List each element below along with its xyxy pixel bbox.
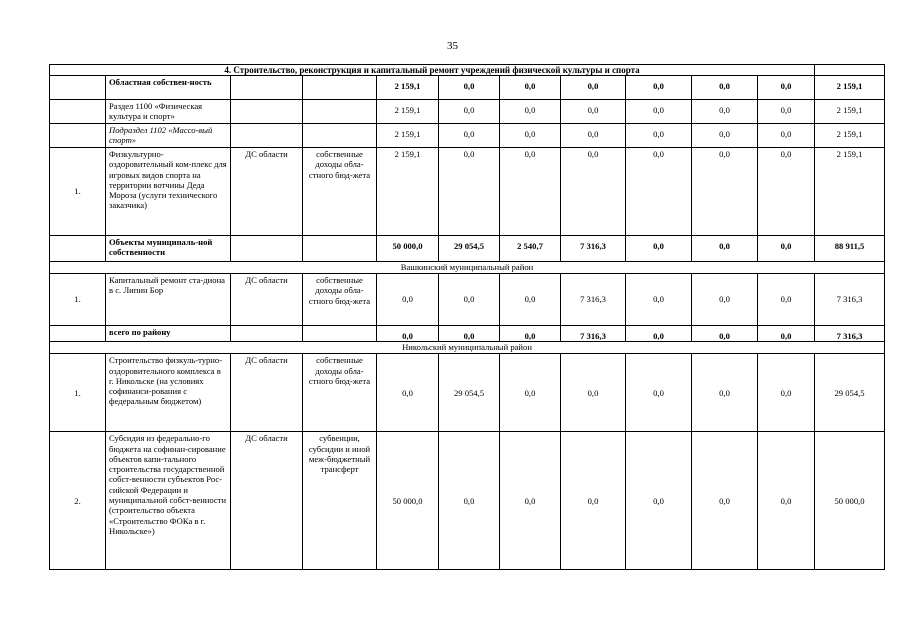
- row-number: [50, 326, 106, 342]
- year-value: 0,0: [439, 124, 500, 148]
- year-value: 0,0: [758, 76, 815, 100]
- year-value: 50 000,0: [377, 236, 439, 262]
- district-header-row: [50, 262, 885, 274]
- year-value: 0,0: [561, 124, 626, 148]
- year-value: 0,0: [626, 274, 692, 326]
- table-row: [50, 326, 885, 342]
- table-row: [50, 432, 885, 570]
- funding-source: [303, 100, 377, 124]
- responsible-org: [231, 326, 303, 342]
- responsible-org: ДС области: [231, 274, 303, 326]
- responsible-org: ДС области: [231, 432, 303, 570]
- item-name: Подраздел 1102 «Массо-вый спорт»: [106, 124, 231, 148]
- total-value: 2 159,1: [815, 100, 885, 124]
- year-value: 0,0: [500, 432, 561, 570]
- year-value: 7 316,3: [561, 274, 626, 326]
- total-value: 2 159,1: [815, 148, 885, 236]
- row-number: 1.: [50, 274, 106, 326]
- year-value: 0,0: [758, 326, 815, 342]
- funding-source: [303, 76, 377, 100]
- row-number: 1.: [50, 354, 106, 432]
- table-row: [50, 274, 885, 326]
- year-value: 0,0: [561, 432, 626, 570]
- year-value: 0,0: [500, 148, 561, 236]
- year-value: 0,0: [626, 124, 692, 148]
- district-title: Никольский муниципальный район: [50, 342, 885, 354]
- item-name: Физкультурно-оздоровительный ком-плекс для игровых видов спорта на территории вотчины Деда Мороза (услуги технического заказчика): [106, 148, 231, 236]
- funding-source: [303, 326, 377, 342]
- responsible-org: [231, 100, 303, 124]
- item-name: Объекты муниципаль-ной собственности: [106, 236, 231, 262]
- responsible-org: ДС области: [231, 354, 303, 432]
- year-value: 29 054,5: [439, 354, 500, 432]
- table-row: [50, 76, 885, 100]
- year-value: 29 054,5: [439, 236, 500, 262]
- page-number: 35: [447, 40, 458, 52]
- item-name: всего по району: [106, 326, 231, 342]
- item-name: Капитальный ремонт ста-диона в с. Липин Бор: [106, 274, 231, 326]
- year-value: 0,0: [439, 148, 500, 236]
- year-value: 0,0: [500, 354, 561, 432]
- item-name: Раздел 1100 «Физическая культура и спорт»: [106, 100, 231, 124]
- year-value: 0,0: [758, 354, 815, 432]
- total-value: 7 316,3: [815, 326, 885, 342]
- year-value: 7 316,3: [561, 326, 626, 342]
- row-number: 2.: [50, 432, 106, 570]
- year-value: 0,0: [439, 432, 500, 570]
- budget-table: [49, 64, 885, 570]
- year-value: 0,0: [561, 76, 626, 100]
- table-row: [50, 124, 885, 148]
- year-value: 50 000,0: [377, 432, 439, 570]
- year-value: 0,0: [626, 76, 692, 100]
- year-value: 0,0: [758, 274, 815, 326]
- funding-source: субвенции, субсидии и иной меж-бюджетный трансферт: [303, 432, 377, 570]
- year-value: 0,0: [692, 76, 758, 100]
- year-value: 0,0: [561, 148, 626, 236]
- year-value: 0,0: [439, 100, 500, 124]
- district-header-row: [50, 342, 885, 354]
- year-value: 0,0: [626, 326, 692, 342]
- total-value: 50 000,0: [815, 432, 885, 570]
- year-value: 2 159,1: [377, 100, 439, 124]
- year-value: 0,0: [692, 432, 758, 570]
- year-value: 2 159,1: [377, 76, 439, 100]
- section-header-row: [50, 65, 885, 76]
- table-row: [50, 236, 885, 262]
- table-row: [50, 148, 885, 236]
- year-value: 0,0: [758, 432, 815, 570]
- district-title: Вашкинский муниципальный район: [50, 262, 885, 274]
- year-value: 0,0: [692, 354, 758, 432]
- table-row: [50, 354, 885, 432]
- year-value: 0,0: [500, 274, 561, 326]
- row-number: [50, 124, 106, 148]
- year-value: 2 159,1: [377, 148, 439, 236]
- table-row: [50, 100, 885, 124]
- total-value: 29 054,5: [815, 354, 885, 432]
- year-value: 0,0: [439, 76, 500, 100]
- section-title: 4. Строительство, реконструкция и капитальный ремонт учреждений физической культуры и спорта: [50, 65, 815, 76]
- total-value: 2 159,1: [815, 76, 885, 100]
- year-value: 2 540,7: [500, 236, 561, 262]
- year-value: 0,0: [626, 100, 692, 124]
- year-value: 0,0: [626, 236, 692, 262]
- funding-source: [303, 236, 377, 262]
- year-value: 0,0: [561, 354, 626, 432]
- responsible-org: ДС области: [231, 148, 303, 236]
- year-value: 0,0: [758, 124, 815, 148]
- year-value: 0,0: [692, 274, 758, 326]
- year-value: 0,0: [439, 274, 500, 326]
- year-value: 0,0: [626, 148, 692, 236]
- year-value: 0,0: [692, 100, 758, 124]
- item-name: Областная собствен-ность: [106, 76, 231, 100]
- year-value: 0,0: [758, 148, 815, 236]
- year-value: 0,0: [561, 100, 626, 124]
- year-value: 0,0: [500, 326, 561, 342]
- year-value: 0,0: [692, 148, 758, 236]
- year-value: 0,0: [692, 236, 758, 262]
- year-value: 2 159,1: [377, 124, 439, 148]
- row-number: [50, 236, 106, 262]
- responsible-org: [231, 236, 303, 262]
- funding-source: собственные доходы обла-стного бюд-жета: [303, 274, 377, 326]
- total-value: 2 159,1: [815, 124, 885, 148]
- total-value: 7 316,3: [815, 274, 885, 326]
- year-value: 0,0: [377, 326, 439, 342]
- year-value: 0,0: [758, 100, 815, 124]
- year-value: 0,0: [500, 100, 561, 124]
- item-name: Строительство физкуль-турно-оздоровительного комплекса в г. Никольске (на условиях софинанси-рования с федеральным бюджетом): [106, 354, 231, 432]
- year-value: 7 316,3: [561, 236, 626, 262]
- funding-source: собственные доходы обла-стного бюд-жета: [303, 354, 377, 432]
- year-value: 0,0: [500, 76, 561, 100]
- year-value: 0,0: [626, 432, 692, 570]
- row-number: 1.: [50, 148, 106, 236]
- responsible-org: [231, 124, 303, 148]
- item-name: Субсидия из федерально-го бюджета на софинан-сирование объектов капи-тального строительства государственной собст-венности субъектов Рос-сийской Федерации и муниципальной собст-венности (строительство объекта «Строительство ФОКа в г. Никольске»): [106, 432, 231, 570]
- funding-source: собственные доходы обла-стного бюд-жета: [303, 148, 377, 236]
- year-value: 0,0: [758, 236, 815, 262]
- responsible-org: [231, 76, 303, 100]
- row-number: [50, 100, 106, 124]
- year-value: 0,0: [377, 274, 439, 326]
- total-value: 88 911,5: [815, 236, 885, 262]
- year-value: 0,0: [377, 354, 439, 432]
- year-value: 0,0: [500, 124, 561, 148]
- funding-source: [303, 124, 377, 148]
- year-value: 0,0: [626, 354, 692, 432]
- row-number: [50, 76, 106, 100]
- year-value: 0,0: [439, 326, 500, 342]
- year-value: 0,0: [692, 326, 758, 342]
- year-value: 0,0: [692, 124, 758, 148]
